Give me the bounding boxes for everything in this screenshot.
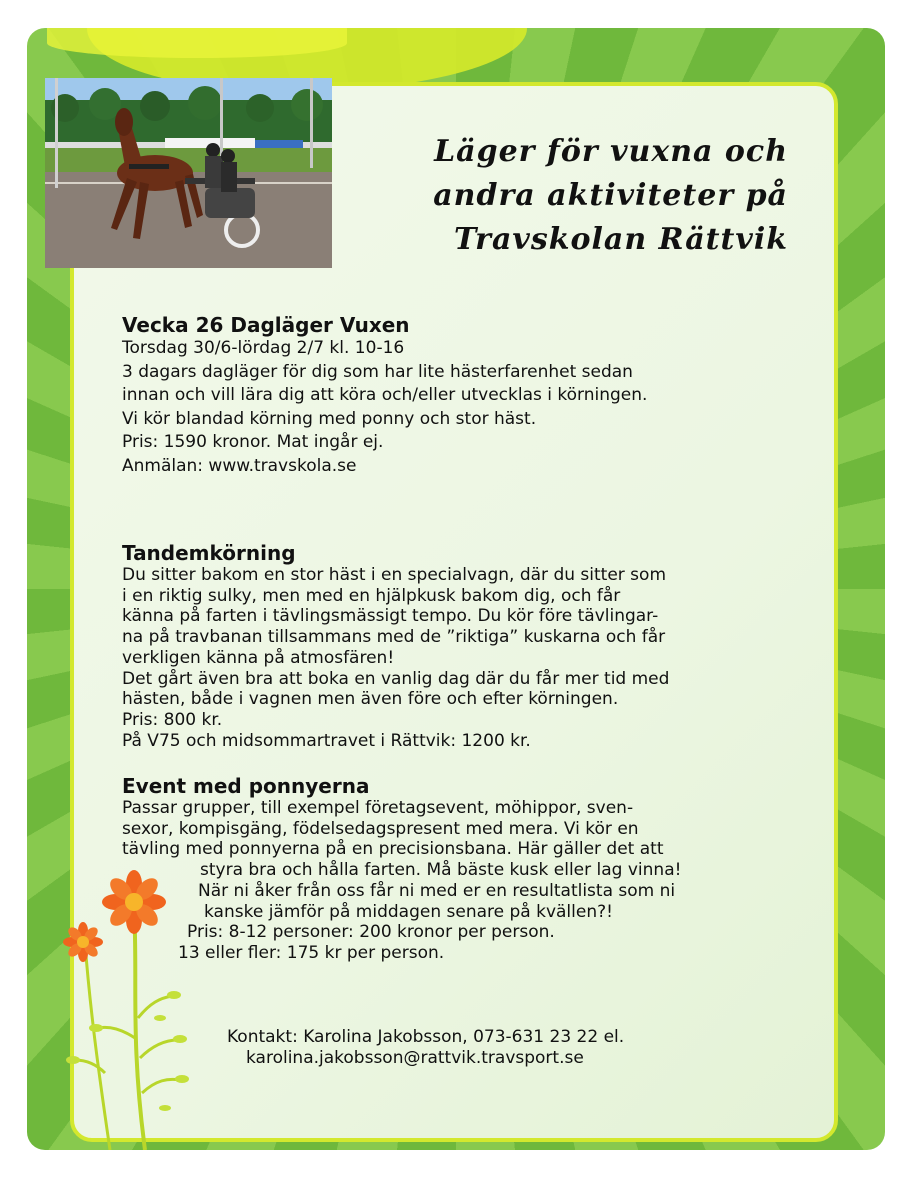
- section-line: sexor, kompisgäng, födelsedagspresent med mera. Vi kör en: [122, 818, 639, 839]
- page-title: [370, 130, 788, 262]
- frame-swirl: [47, 28, 347, 58]
- contact-line: Kontakt: Karolina Jakobsson, 073-631 23 22 el.: [227, 1027, 625, 1047]
- section-line: tävling med ponnyerna på en precisionsbana. Här gäller det att: [122, 839, 664, 860]
- section-tandemkorning: [122, 541, 802, 751]
- title-line: Läger för vuxna och: [434, 134, 788, 169]
- contact-email: karolina.jakobsson@rattvik.travsport.se: [246, 1048, 584, 1068]
- section-line: Passar grupper, till exempel företagsevent, möhippor, sven-: [122, 798, 634, 818]
- title-line: andra aktiviteter på: [433, 178, 788, 213]
- section-line: Anmälan: www.travskola.se: [122, 455, 357, 476]
- section-line: i en riktig sulky, men med en hjälpkusk bakom dig, och får: [122, 585, 621, 606]
- section-line: Pris: 1590 kronor. Mat ingår ej.: [122, 432, 384, 452]
- section-line: styra bra och hålla farten. Må bäste kusk eller lag vinna!: [200, 860, 682, 881]
- section-heading: Vecka 26 Dagläger Vuxen: [122, 313, 410, 337]
- section-dagläger: [122, 313, 802, 478]
- section-line: Det gårt även bra att boka en vanlig dag där du får mer tid med: [122, 668, 670, 689]
- section-line: När ni åker från oss får ni med er en resultatlista som ni: [198, 880, 676, 901]
- section-line: Torsdag 30/6-lördag 2/7 kl. 10-16: [122, 338, 405, 358]
- section-line: na på travbanan tillsammans med de ”riktiga” kuskarna och får: [122, 627, 666, 648]
- section-line: På V75 och midsommartravet i Rättvik: 1200 kr.: [122, 730, 531, 751]
- harness-racing-photo: [45, 78, 332, 268]
- section-line: 13 eller fler: 175 kr per person.: [178, 942, 445, 963]
- flower-stems-icon: [50, 868, 210, 1150]
- section-line: 3 dagars dagläger för dig som har lite hästerfarenhet sedan: [122, 361, 633, 382]
- section-line: hästen, både i vagnen men även före och efter körningen.: [122, 689, 619, 710]
- section-line: känna på farten i tävlingsmässigt tempo. Du kör före tävlingar-: [122, 606, 659, 627]
- section-line: kanske jämför på middagen senare på kvällen?!: [204, 901, 613, 922]
- section-line: innan och vill lära dig att köra och/eller utvecklas i körningen.: [122, 385, 648, 405]
- section-event-ponnyer: [122, 774, 802, 964]
- section-heading: Event med ponnyerna: [122, 774, 370, 798]
- section-line: verkligen känna på atmosfären!: [122, 647, 395, 668]
- harness-racing-photo-icon: [45, 78, 332, 268]
- section-heading: Tandemkörning: [122, 541, 296, 565]
- title-line: Travskolan Rättvik: [454, 222, 788, 257]
- section-line: Du sitter bakom en stor häst i en specialvagn, där du sitter som: [122, 565, 666, 585]
- section-line: Pris: 800 kr.: [122, 709, 223, 730]
- section-line: Vi kör blandad körning med ponny och stor häst.: [122, 408, 537, 429]
- section-line: Pris: 8-12 personer: 200 kronor per person.: [187, 922, 555, 943]
